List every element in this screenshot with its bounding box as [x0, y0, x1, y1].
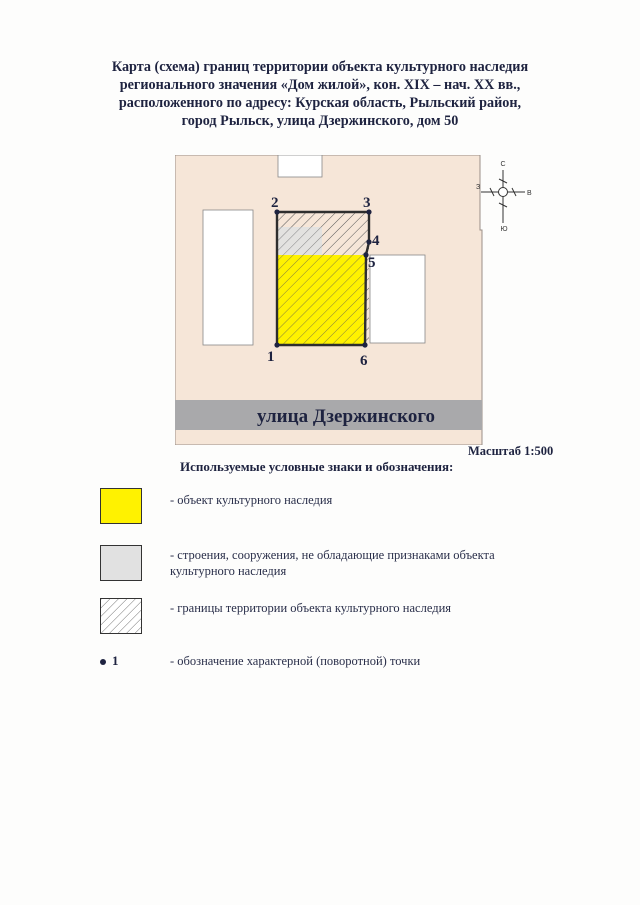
turning-point-4 [366, 239, 371, 244]
legend-text-territory-boundary: - границы территории объекта культурного наследия [170, 601, 452, 615]
legend-swatch-gray [100, 545, 142, 581]
legend-swatch-yellow [100, 488, 142, 524]
map-scale: Масштаб 1:500 [468, 444, 554, 458]
compass-north: С [500, 161, 506, 168]
point-label-5: 5 [368, 255, 376, 271]
gray-structure-hatch [277, 227, 322, 257]
compass-south: Ю [500, 226, 508, 233]
title-line-4: город Рыльск, улица Дзержинского, дом 50 [181, 113, 459, 129]
building-right [370, 255, 425, 343]
turning-point-6 [362, 342, 367, 347]
street-label: улица Дзержинского [257, 406, 435, 427]
legend-text-turning-point: - обозначение характерной (поворотной) точки [170, 654, 421, 668]
title-line-2: регионального значения «Дом жилой», кон. XIX – нач. XX вв., [119, 77, 521, 93]
point-label-4: 4 [372, 233, 380, 249]
building-left [203, 210, 253, 345]
map-svg [175, 155, 565, 445]
compass-west: З [476, 184, 481, 191]
legend-title: Используемые условные знаки и обозначения: [180, 459, 454, 474]
legend-swatch-hatched [100, 598, 142, 634]
title-line-1: Карта (схема) границ территории объекта культурного наследия [111, 59, 529, 75]
point-label-1: 1 [267, 349, 275, 365]
compass-icon [481, 170, 525, 223]
document-title [90, 58, 550, 130]
title-line-3: расположенного по адресу: Курская область, Рыльский район, [118, 95, 522, 111]
compass-east: В [527, 190, 532, 197]
territory-map [175, 155, 565, 445]
heritage-object-hatch [277, 255, 365, 345]
point-label-6: 6 [360, 353, 368, 369]
building-top [278, 155, 322, 177]
legend-text-heritage-object: - объект культурного наследия [170, 493, 333, 507]
turning-point-1 [274, 342, 279, 347]
point-label-3: 3 [363, 195, 371, 211]
point-dot-icon [100, 659, 106, 665]
point-label-2: 2 [271, 195, 279, 211]
legend-point-number: 1 [112, 653, 119, 668]
legend-text-non-heritage-building: - строения, сооружения, не обладающие признаками объекта культурного наследия [170, 548, 495, 578]
legend-point-marker [100, 653, 119, 669]
